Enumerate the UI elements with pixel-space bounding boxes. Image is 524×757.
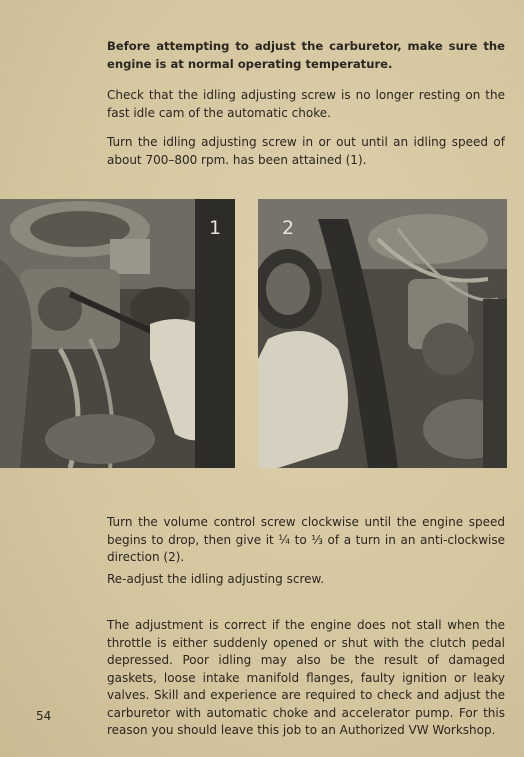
check-paragraph: Check that the idling adjusting screw is no longer resting on the fast idle cam of the automatic choke.: [107, 88, 505, 120]
carburetor-photo-2: [258, 199, 507, 468]
carburetor-photo-1: [0, 199, 235, 468]
warning-paragraph: Before attempting to adjust the carburetor, make sure the engine is at normal operating temperature.: [107, 39, 505, 71]
page-number: 54: [36, 709, 52, 723]
volume-screw-paragraph: Turn the volume control screw clockwise until the engine speed begins to drop, then give it ¼ to ⅓ of a turn in an anti-clockwise direction (2).: [107, 515, 505, 564]
photo-number-2: 2: [282, 217, 295, 239]
photo-number-1: 1: [209, 217, 222, 239]
idle-adjust-paragraph: Turn the idling adjusting screw in or out until an idling speed of about 700–800 rpm. has been attained (1).: [107, 135, 505, 167]
engine-photo-illustration: [258, 199, 507, 468]
correct-adjustment-paragraph: The adjustment is correct if the engine does not stall when the throttle is either suddenly opened or shut with the clutch pedal depressed. Poor idling may also be the result of damaged gaskets, loose intake manifold flanges, faulty ignition or leaky valves. Skill and experience are required to check and adjust the carburetor with automatic choke and accelerator pump. For this reason you should leave this job to an Authorized VW Workshop.: [107, 618, 505, 737]
readjust-paragraph: Re-adjust the idling adjusting screw.: [107, 572, 325, 586]
engine-photo-illustration: [0, 199, 235, 468]
